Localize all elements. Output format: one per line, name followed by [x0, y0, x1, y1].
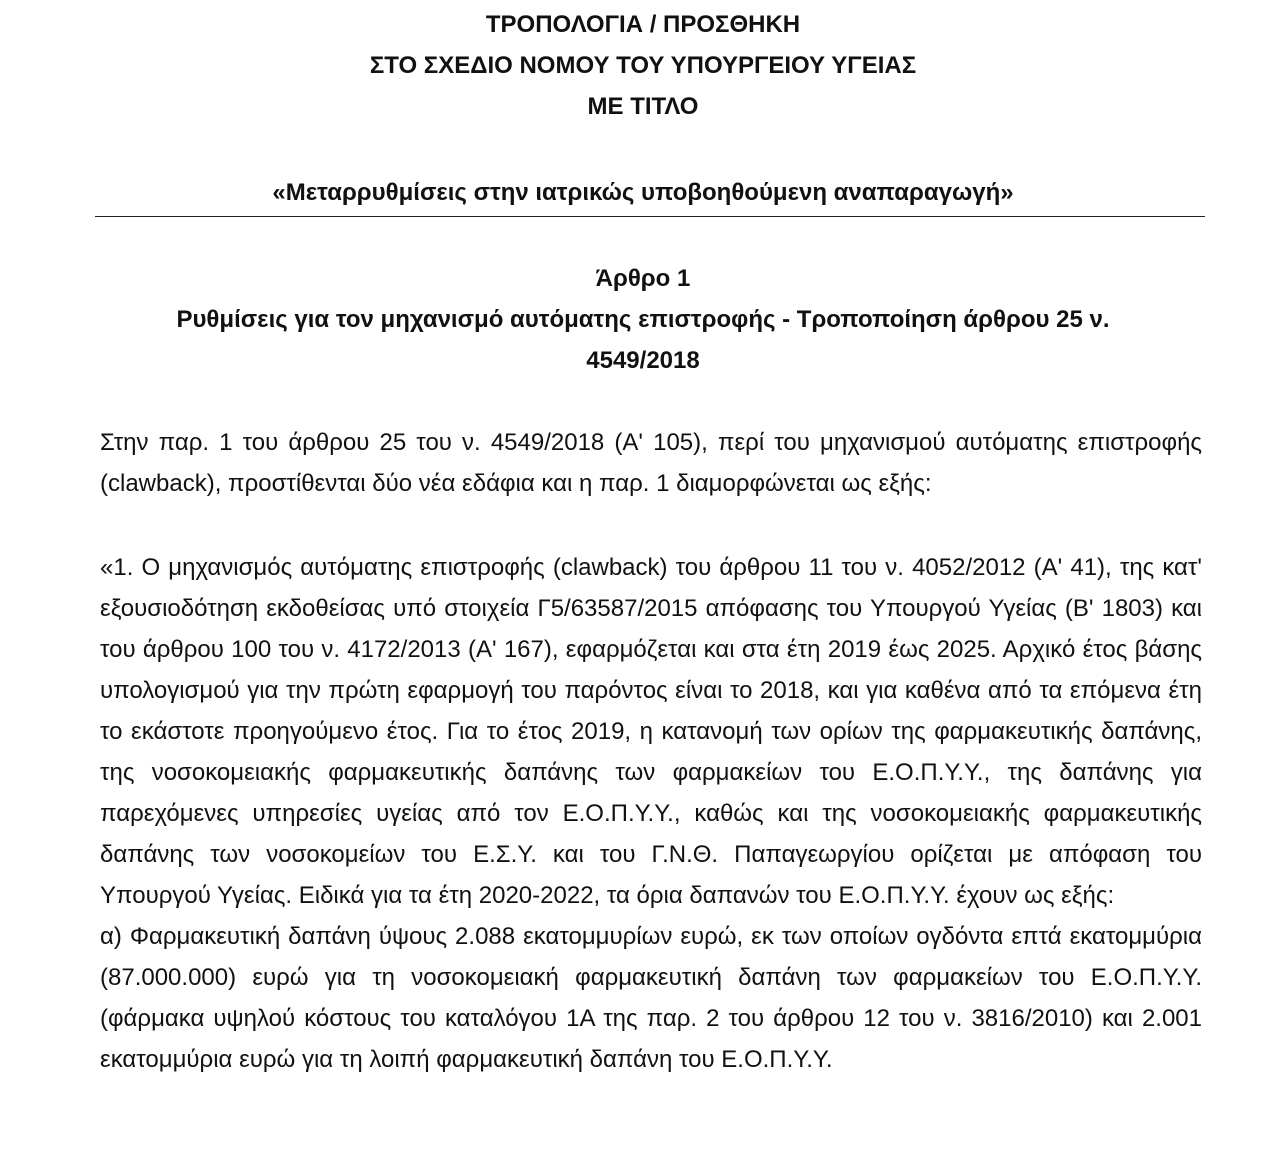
doc-title-line-2: ΣΤΟ ΣΧΕΔΙΟ ΝΟΜΟΥ ΤΟΥ ΥΠΟΥΡΓΕΙΟΥ ΥΓΕΙΑΣ [369, 52, 917, 79]
intro-paragraph-block [100, 422, 1202, 504]
item-a-paragraph: α) Φαρμακευτική δαπάνη ύψους 2.088 εκατομμυρίων ευρώ, εκ των οποίων ογδόντα επτά εκατομμύρια (87.000.000) ευρώ για τη νοσοκομειακή φαρμακευτική δαπάνη των φαρμακείων του Ε.Ο.Π.Υ.Υ. (φάρμακα υψηλού κόστους του καταλόγου 1Α της παρ. 2 του άρθρου 12 του ν. 3816/2010) και 2.001 εκατομμύρια ευρώ για τη λοιπή φαρμακευτική δαπάνη του Ε.Ο.Π.Υ.Υ. [100, 923, 1202, 1073]
title-divider [95, 216, 1205, 217]
article-title-line-2: 4549/2018 [586, 347, 700, 374]
doc-title-line-3: ΜΕ ΤΙΤΛΟ [587, 93, 699, 120]
law-title: «Μεταρρυθμίσεις στην ιατρικώς υποβοηθούμενη αναπαραγωγή» [272, 179, 1014, 206]
doc-title-line-1: ΤΡΟΠΟΛΟΓΙΑ / ΠΡΟΣΘΗΚΗ [485, 11, 801, 38]
article-heading [0, 258, 1286, 381]
amendment-text-block [100, 547, 1202, 1080]
intro-paragraph: Στην παρ. 1 του άρθρου 25 του ν. 4549/2018 (Α' 105), περί του μηχανισμού αυτόματης επιστροφής (clawback), προστίθενται δύο νέα εδάφια και η παρ. 1 διαμορφώνεται ως εξής: [100, 429, 1202, 497]
amended-paragraph-1: «1. Ο μηχανισμός αυτόματης επιστροφής (clawback) του άρθρου 11 του ν. 4052/2012 (Α' 41), της κατ' εξουσιοδότηση εκδοθείσας υπό στοιχεία Γ5/63587/2015 απόφασης του Υπουργού Υγείας (Β' 1803) και του άρθρου 100 του ν. 4172/2013 (Α' 167), εφαρμόζεται και στα έτη 2019 έως 2025. Αρχικό έτος βάσης υπολογισμού για την πρώτη εφαρμογή του παρόντος είναι το 2018, και για καθένα από τα επόμενα έτη το εκάστοτε προηγούμενο έτος. Για το έτος 2019, η κατανομή των ορίων της φαρμακευτικής δαπάνης, της νοσοκομειακής φαρμακευτικής δαπάνης των φαρμακείων του Ε.Ο.Π.Υ.Υ., της δαπάνης για παρεχόμενες υπηρεσίες υγείας από τον Ε.Ο.Π.Υ.Υ., καθώς και της νοσοκομειακής φαρμακευτικής δαπάνης των νοσοκομείων του Ε.Σ.Υ. και του Γ.Ν.Θ. Παπαγεωργίου ορίζεται με απόφαση του Υπουργού Υγείας. Ειδικά για τα έτη 2020-2022, τα όρια δαπανών του Ε.Ο.Π.Υ.Υ. έχουν ως εξής: [100, 554, 1202, 909]
document-title [0, 4, 1286, 127]
article-title-line-1: Ρυθμίσεις για τον μηχανισμό αυτόματης επιστροφής - Τροποποίηση άρθρου 25 ν. [176, 306, 1110, 333]
article-number: Άρθρο 1 [595, 265, 691, 292]
